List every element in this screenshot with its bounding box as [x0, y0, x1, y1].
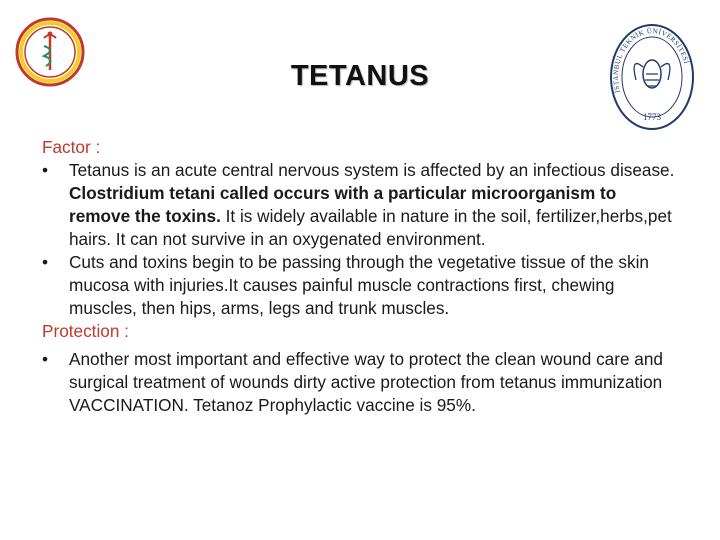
bullet-icon: • [42, 349, 49, 369]
university-year: 1773 [643, 112, 661, 122]
bullet-text: It is widely available in nature in the soil, fertilizer,herbs,pet hairs. It can not survive in an oxygenated environment. [69, 206, 672, 249]
bullet-text: Tetanus is an acute central nervous system is affected by an infectious disease. [69, 160, 675, 180]
slide-content [42, 136, 682, 417]
bullet-icon: • [42, 252, 49, 272]
list-item [42, 159, 682, 251]
university-name-arc: İSTANBUL TEKNİK ÜNİVERSİTESİ [611, 27, 691, 94]
bullet-text-bold: Clostridium tetani called occurs with a particular microorganism to remove the toxins. [69, 183, 617, 226]
bullet-icon: • [42, 160, 49, 180]
bullet-text: Cuts and toxins begin to be passing through the vegetative tissue of the skin mucosa with injuries.It causes painful muscle contractions first, chewing muscles, then hips, arms, legs and trunk muscles. [69, 252, 649, 318]
protection-heading: Protection : [42, 321, 129, 341]
bullet-text: Another most important and effective way to protect the clean wound care and surgical treatment of wounds dirty active protection from tetanus immunization VACCINATION. Tetanoz Prophylactic vaccine is 95%. [69, 349, 663, 415]
list-item [42, 251, 682, 320]
page-title: TETANUS [290, 60, 430, 92]
list-item [42, 348, 682, 417]
factor-heading: Factor : [42, 137, 101, 157]
